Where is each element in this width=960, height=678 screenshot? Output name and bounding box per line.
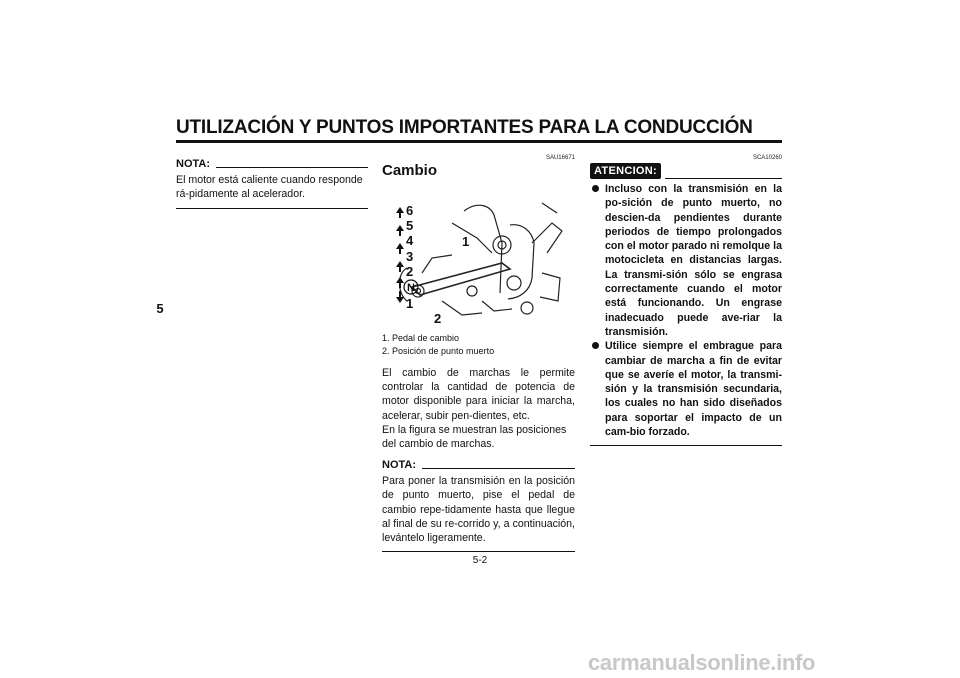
section-heading: Cambio [382, 162, 438, 179]
paragraph: En la figura se muestran las posiciones del cambio de marchas. [382, 423, 567, 451]
note-header-rule [216, 167, 368, 168]
watermark: carmanualsonline.info [588, 650, 816, 675]
callout-neutral: 2 [434, 311, 442, 326]
warning-end-rule [590, 445, 782, 446]
warning-header-rule [665, 178, 782, 179]
column-right [590, 155, 782, 446]
note-text: Para poner la transmisión en la posición de punto muerto, pise el pedal de cambio repe-tidamente hasta que llegue al final de su re-corrido y, a continuación, levántelo ligeramente. [382, 475, 575, 545]
warning-header [590, 163, 782, 179]
caption-item: 1. Pedal de cambio [382, 333, 460, 343]
list-item [590, 339, 782, 439]
paragraph: El cambio de marchas le permite controlar la cantidad de potencia de motor disponible para iniciar la marcha, acelerar, subir pen-dientes, etc. [382, 367, 575, 422]
page-number: 5-2 [472, 555, 488, 566]
note-label: NOTA: [382, 459, 417, 472]
note-text: El motor está caliente cuando responde rá-pidamente al acelerador. [176, 174, 363, 201]
shift-pedal-figure [382, 183, 575, 328]
bullet-icon [592, 342, 599, 349]
callout-pedal: 1 [462, 234, 470, 249]
shift-pedal-illustration [382, 183, 575, 328]
bullet-icon [592, 185, 599, 192]
note-end-rule [382, 551, 575, 552]
gear-label: 5 [406, 218, 414, 233]
column-middle [382, 155, 575, 552]
warning-label: ATENCION: [590, 163, 661, 179]
gear-label: 6 [406, 203, 414, 218]
note-header [176, 158, 368, 170]
list-item [590, 182, 782, 339]
column-left [176, 158, 368, 209]
gear-label: 3 [406, 249, 414, 264]
gear-label: 1 [406, 296, 414, 311]
list-item-text: Incluso con la transmisión en la po-sición de punto muerto, no descien-da pendientes durante periodos de tiempo prolongados con el motor parado ni remolque la motocicleta en distancias largas. La transmi-sión sólo se engrasa correctamente cuando el motor está funcionando. Un engrase inadecuado puede ave-riar la transmisión. [605, 183, 782, 338]
gear-label: 2 [406, 264, 414, 279]
note-header [382, 459, 575, 471]
section-code: SCA10260 [752, 155, 782, 161]
note-label: NOTA: [176, 158, 211, 170]
list-item-text: Utilice siempre el embrague para cambiar de marcha a fin de evitar que se averíe el motor, la transmi-sión y la transmisión secundaria, los cuales no han sido diseñados para soportar el impacto de un cam-bio forzado. [605, 340, 782, 439]
section-code: SAU16671 [545, 155, 575, 161]
figure-captions [382, 332, 575, 358]
caption-item: 2. Posición de punto muerto [382, 346, 495, 356]
note-end-rule [176, 208, 368, 209]
chapter-tab: 5 [150, 301, 170, 317]
page-title: UTILIZACIÓN Y PUNTOS IMPORTANTES PARA LA CONDUCCIÓN [176, 117, 753, 138]
title-rule [176, 140, 782, 143]
gear-label-neutral: N [407, 282, 415, 294]
gear-label: 4 [406, 233, 414, 248]
warning-list [590, 182, 782, 439]
note-header-rule [422, 468, 575, 469]
